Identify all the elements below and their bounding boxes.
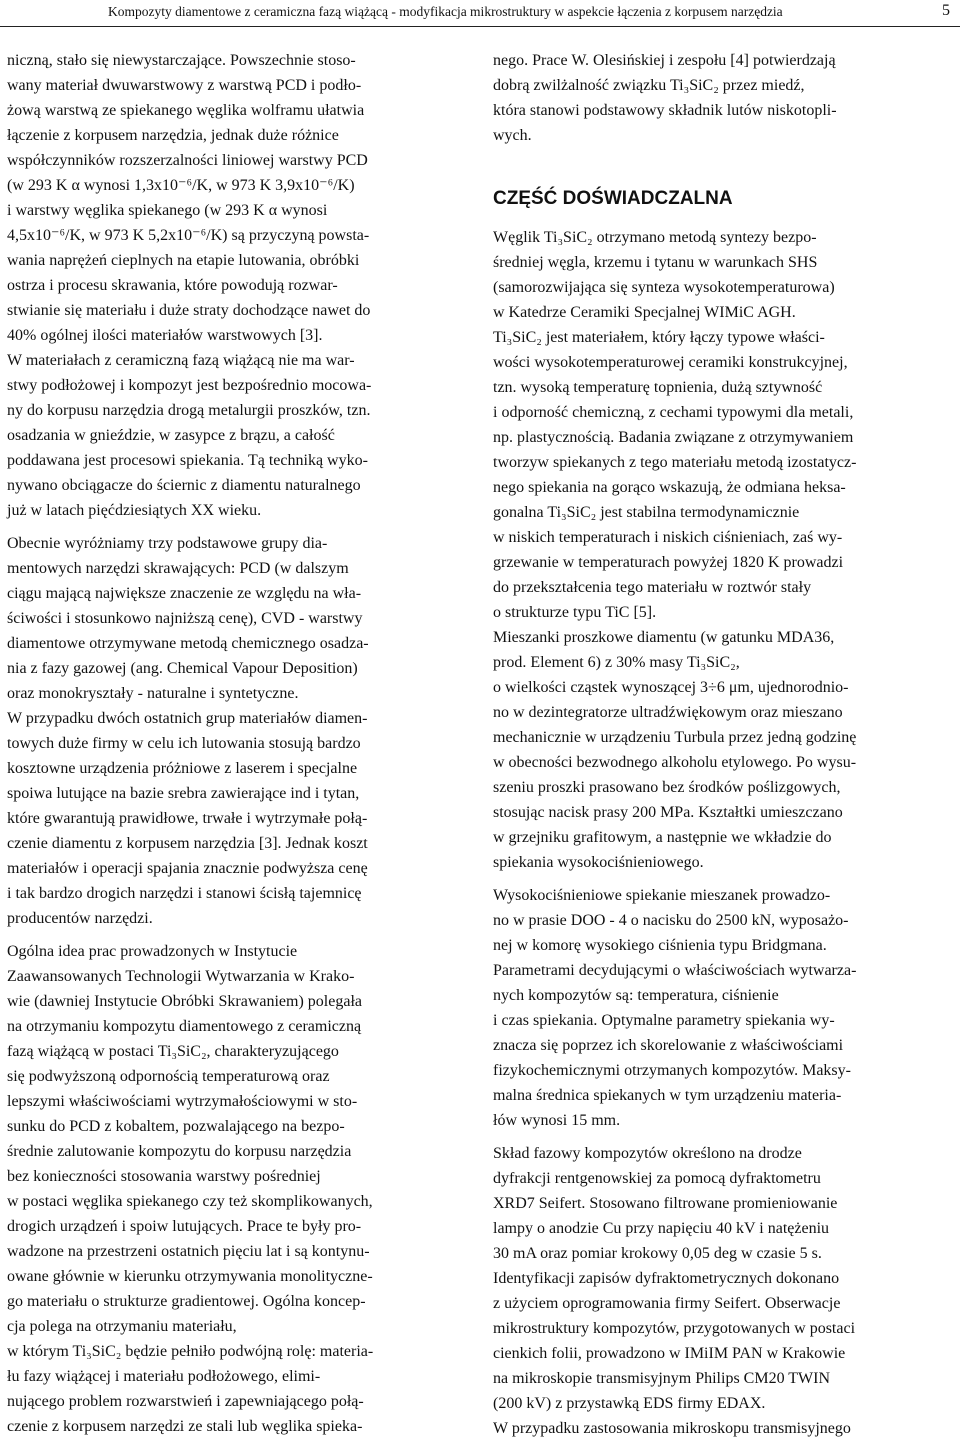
text-line: wadzone na przestrzeni ostatnich pięciu lat i są kontynu- — [7, 1243, 370, 1260]
text-line: lampy o anodzie Cu przy napięciu 40 kV i natężeniu — [493, 1220, 830, 1237]
text-line: nego. Prace W. Olesińskiej i zespołu [4] potwierdzają — [493, 52, 836, 69]
text-line: żową warstwą ze spiekanego węglika wolframu ułatwia — [7, 102, 365, 119]
text-line: Identyfikacji zapisów dyfraktometrycznych dokonano — [493, 1270, 840, 1287]
text-line: mentowych narzędzi skrawających: PCD (w dalszym — [7, 560, 349, 577]
right-column — [493, 48, 954, 1441]
text-line: fizykochemicznymi otrzymanych kompozytów. Maksy- — [493, 1062, 851, 1079]
text-line: na mikroskopie transmisyjnym Philips CM20 TWIN — [493, 1370, 831, 1387]
text-line: diamentowe otrzymywane metodą chemicznego osadza- — [7, 635, 369, 652]
text-line: cja polega na otrzymaniu materiału, — [7, 1318, 237, 1335]
text-line: wych. — [493, 127, 532, 144]
text-line: poddawana jest procesowi spiekania. Tą techniką wyko- — [7, 452, 368, 469]
text-line: W materiałach z ceramiczną fazą wiążącą nie ma war- — [7, 352, 355, 369]
text-line: w niskich temperaturach i niskich ciśnieniach, zaś wy- — [493, 529, 843, 546]
text-line: ciągu mającą największe znaczenie ze względu na wła- — [7, 585, 362, 602]
text-line: dyfrakcji rentgenowskiej za pomocą dyfraktometru — [493, 1170, 821, 1187]
text-line: spiekania wysokociśnieniowego. — [493, 854, 704, 871]
running-header — [0, 0, 960, 26]
text-line: nej w komorę wysokiego ciśnienia typu Bridgmana. — [493, 937, 827, 954]
text-line: 40% ogólnej ilości materiałów warstwowych [3]. — [7, 327, 323, 344]
text-line: oraz monokryształy - naturalne i syntetyczne. — [7, 685, 299, 702]
text-line: już w latach pięćdziesiątych XX wieku. — [7, 502, 262, 519]
text-line: tzn. wysoką temperaturę topnienia, dużą sztywność — [493, 379, 823, 396]
text-line: wany materiał dwuwarstwowy z warstwą PCD i podło- — [7, 77, 362, 94]
text-line: o strukturze typu TiC [5]. — [493, 604, 657, 621]
text-line: no w dezintegratorze ultradźwiękowym oraz mieszano — [493, 704, 843, 721]
text-line: znacza się poprzez ich skorelowanie z właściwościami — [493, 1037, 844, 1054]
text-line: Mieszanki proszkowe diamentu (w gatunku MDA36, — [493, 629, 835, 646]
text-line: Parametrami decydującymi o właściwościach wytwarza- — [493, 962, 857, 979]
text-line: nego spiekania na gorąco wskazują, że odmiana heksa- — [493, 479, 846, 496]
text-line: bez konieczności stosowania warstwy pośredniej — [7, 1168, 321, 1185]
text-line: niczną, stało się niewystarczające. Powszechnie stoso- — [7, 52, 356, 69]
text-line: osadzania w gnieździe, w zasypce z brązu, a całość — [7, 427, 335, 444]
text-line: w obecności bezwodnego alkoholu etylowego. Po wysu- — [493, 754, 857, 771]
text-line: łu fazy wiążącej i materiału podłożowego, elimi- — [7, 1368, 321, 1385]
text-line: tworzyw spiekanych z tego materiału metodą izostatycz- — [493, 454, 857, 471]
text-line: XRD7 Seifert. Stosowano filtrowane promieniowanie — [493, 1195, 838, 1212]
text-line: mechanicznie w urządzeniu Turbula przez jedną godzinę — [493, 729, 857, 746]
paragraph-gap — [493, 1133, 954, 1141]
text-line: w postaci węglika spiekanego czy też skomplikowanych, — [7, 1193, 373, 1210]
text-line: o wielkości cząstek wynoszącej 3÷6 μm, ujednorodnio- — [493, 679, 849, 696]
text-line: wości wysokotemperaturowej ceramiki konstrukcyjnej, — [493, 354, 848, 371]
text-line: stwianie się materiału i duże straty dochodzące nawet do — [7, 302, 371, 319]
text-line: prod. Element 6) z 30% masy Ti₃SiC₂, — [493, 654, 740, 671]
header-rule — [0, 26, 960, 27]
section-heading: CZĘŚĆ DOŚWIADCZALNA — [493, 188, 733, 209]
text-line: wie (dawniej Instytucie Obróbki Skrawaniem) polegała — [7, 993, 362, 1010]
section-gap — [493, 148, 954, 186]
text-line: nywano obciągacze do ściernic z diamentu naturalnego — [7, 477, 361, 494]
text-line: czenie z korpusem narzędzi ze stali lub węglika spieka- — [7, 1418, 363, 1435]
text-line: sunku do PCD z kobaltem, pozwalającego na bezpo- — [7, 1118, 345, 1135]
text-line: (samorozwijająca się synteza wysokotemperaturowa) — [493, 279, 835, 296]
text-line: współczynników rozszerzalności liniowej warstwy PCD — [7, 152, 368, 169]
running-title: Kompozyty diamentowe z ceramiczna fazą wiążącą - modyfikacja mikrostruktury w aspekcie łączenia z korpusem narzędzia — [108, 4, 783, 19]
text-line: nia z fazy gazowej (ang. Chemical Vapour Deposition) — [7, 660, 358, 677]
text-line: nych kompozytów są: temperatura, ciśnienie — [493, 987, 779, 1004]
text-line: lepszymi właściwościami wytrzymałościowymi w sto- — [7, 1093, 358, 1110]
text-line: no w prasie DOO - 4 o nacisku do 2500 kN, wyposażo- — [493, 912, 849, 929]
text-line: spoiwa lutujące na bazie srebra zawierające ind i tytan, — [7, 785, 360, 802]
text-line: stwy podłożowej i kompozyt jest bezpośrednio mocowa- — [7, 377, 372, 394]
text-line: gonalna Ti₃SiC₂ jest stabilna termodynamicznie — [493, 504, 800, 521]
text-line: cienkich folii, prowadzono w IMiIM PAN w Krakowie — [493, 1345, 846, 1362]
text-line: w Katedrze Ceramiki Specjalnej WIMiC AGH. — [493, 304, 796, 321]
page-number: 5 — [942, 2, 950, 19]
text-line: Ti₃SiC₂ jest materiałem, który łączy typowe właści- — [493, 329, 825, 346]
text-line: towych duże firmy w celu ich lutowania stosują bardzo — [7, 735, 361, 752]
text-line: łów wynosi 15 mm. — [493, 1112, 621, 1129]
text-line: i tak bardzo drogich narzędzi i stanowi ścisłą tajemnicę — [7, 885, 362, 902]
text-line: dobrą zwilżalność związku Ti₃SiC₂ przez miedź, — [493, 77, 805, 94]
text-line: 4,5x10⁻⁶/K, w 973 K 5,2x10⁻⁶/K) są przyczyną powsta- — [7, 227, 370, 244]
section-gap — [493, 211, 954, 225]
text-line: W przypadku dwóch ostatnich grup materiałów diamen- — [7, 710, 368, 727]
text-line: wania naprężeń cieplnych na etapie lutowania, obróbki — [7, 252, 360, 269]
text-line: szeniu proszki prasowano bez środków poślizgowych, — [493, 779, 841, 796]
text-line: i czas spiekania. Optymalne parametry spiekania wy- — [493, 1012, 835, 1029]
text-line: na otrzymaniu kompozytu diamentowego z ceramiczną — [7, 1018, 362, 1035]
text-line: Zaawansowanych Technologii Wytwarzania w Krako- — [7, 968, 355, 985]
text-line: czenie diamentu z korpusem narzędzia [3]. Jednak koszt — [7, 835, 368, 852]
text-line: np. plastycznością. Badania związane z otrzymywaniem — [493, 429, 854, 446]
text-line: ściwości i stosunkowo najniższą cenę), CVD - warstwy — [7, 610, 363, 627]
text-line: średnie zalutowanie kompozytu do korpusu narzędzia — [7, 1143, 352, 1160]
text-line: owane głównie w kierunku otrzymywania monolityczne- — [7, 1268, 373, 1285]
text-line: kosztowne urządzenia próżniowe z laserem i specjalne — [7, 760, 358, 777]
text-line: (200 kV) z przystawką EDS firmy EDAX. — [493, 1395, 766, 1412]
text-line: w którym Ti₃SiC₂ będzie pełniło podwójną rolę: materia- — [7, 1343, 374, 1360]
text-line: producentów narzędzi. — [7, 910, 153, 927]
text-line: Obecnie wyróżniamy trzy podstawowe grupy dia- — [7, 535, 328, 552]
text-line: 30 mA oraz pomiar krokowy 0,05 deg w czasie 5 s. — [493, 1245, 822, 1262]
text-line: malna średnica spiekanych w tym urządzeniu materia- — [493, 1087, 842, 1104]
text-line: nującego problem rozwarstwień i zapewniającego połą- — [7, 1393, 364, 1410]
text-line: Wysokociśnieniowe spiekanie mieszanek prowadzo- — [493, 887, 831, 904]
text-line: mikrostruktury kompozytów, przygotowanych w postaci — [493, 1320, 856, 1337]
text-line: łączenie z korpusem narzędzia, jednak duże różnice — [7, 127, 339, 144]
paragraph-gap — [7, 523, 468, 531]
text-line: średniej węgla, krzemu i tytanu w warunkach SHS — [493, 254, 818, 271]
text-line: drogich urządzeń i spoiw lutujących. Prace te były pro- — [7, 1218, 362, 1235]
text-line: Ogólna idea prac prowadzonych w Instytucie — [7, 943, 298, 960]
text-line: (w 293 K α wynosi 1,3x10⁻⁶/K, w 973 K 3,9x10⁻⁶/K) — [7, 177, 355, 194]
text-line: W przypadku zastosowania mikroskopu transmisyjnego — [493, 1420, 851, 1437]
text-line: do przekształcenia tego materiału w roztwór stały — [493, 579, 812, 596]
left-column — [7, 48, 468, 1439]
paragraph-gap — [493, 875, 954, 883]
text-line: Skład fazowy kompozytów określono na drodze — [493, 1145, 802, 1162]
text-line: ostrza i procesu skrawania, które powodują rozwar- — [7, 277, 338, 294]
text-line: go materiału o strukturze gradientowej. Ogólna koncep- — [7, 1293, 366, 1310]
text-line: fazą wiążącą w postaci Ti₃SiC₂, charakteryzującego — [7, 1043, 339, 1060]
text-line: która stanowi podstawowy składnik lutów niskotopli- — [493, 102, 837, 119]
text-line: stosując nacisk prasy 200 MPa. Kształtki umieszczano — [493, 804, 843, 821]
text-line: i warstwy węglika spiekanego (w 293 K α wynosi — [7, 202, 328, 219]
paragraph-gap — [7, 931, 468, 939]
text-line: materiałów i operacji spajania znacznie podwyższa cenę — [7, 860, 368, 877]
text-line: się podwyższoną odpornością temperaturową oraz — [7, 1068, 330, 1085]
text-line: Węglik Ti₃SiC₂ otrzymano metodą syntezy bezpo- — [493, 229, 817, 246]
text-line: w grzejniku grafitowym, a następnie we wkładzie do — [493, 829, 832, 846]
text-line: które gwarantują prawidłowe, trwałe i wytrzymałe połą- — [7, 810, 368, 827]
text-line: z użyciem oprogramowania firmy Seifert. Obserwacje — [493, 1295, 841, 1312]
text-line: grzewanie w temperaturach powyżej 1820 K prowadzi — [493, 554, 844, 571]
text-line: ny do korpusu narzędzia drogą metalurgii proszków, tzn. — [7, 402, 371, 419]
text-line: i odporność chemiczną, z cechami typowymi dla metali, — [493, 404, 854, 421]
